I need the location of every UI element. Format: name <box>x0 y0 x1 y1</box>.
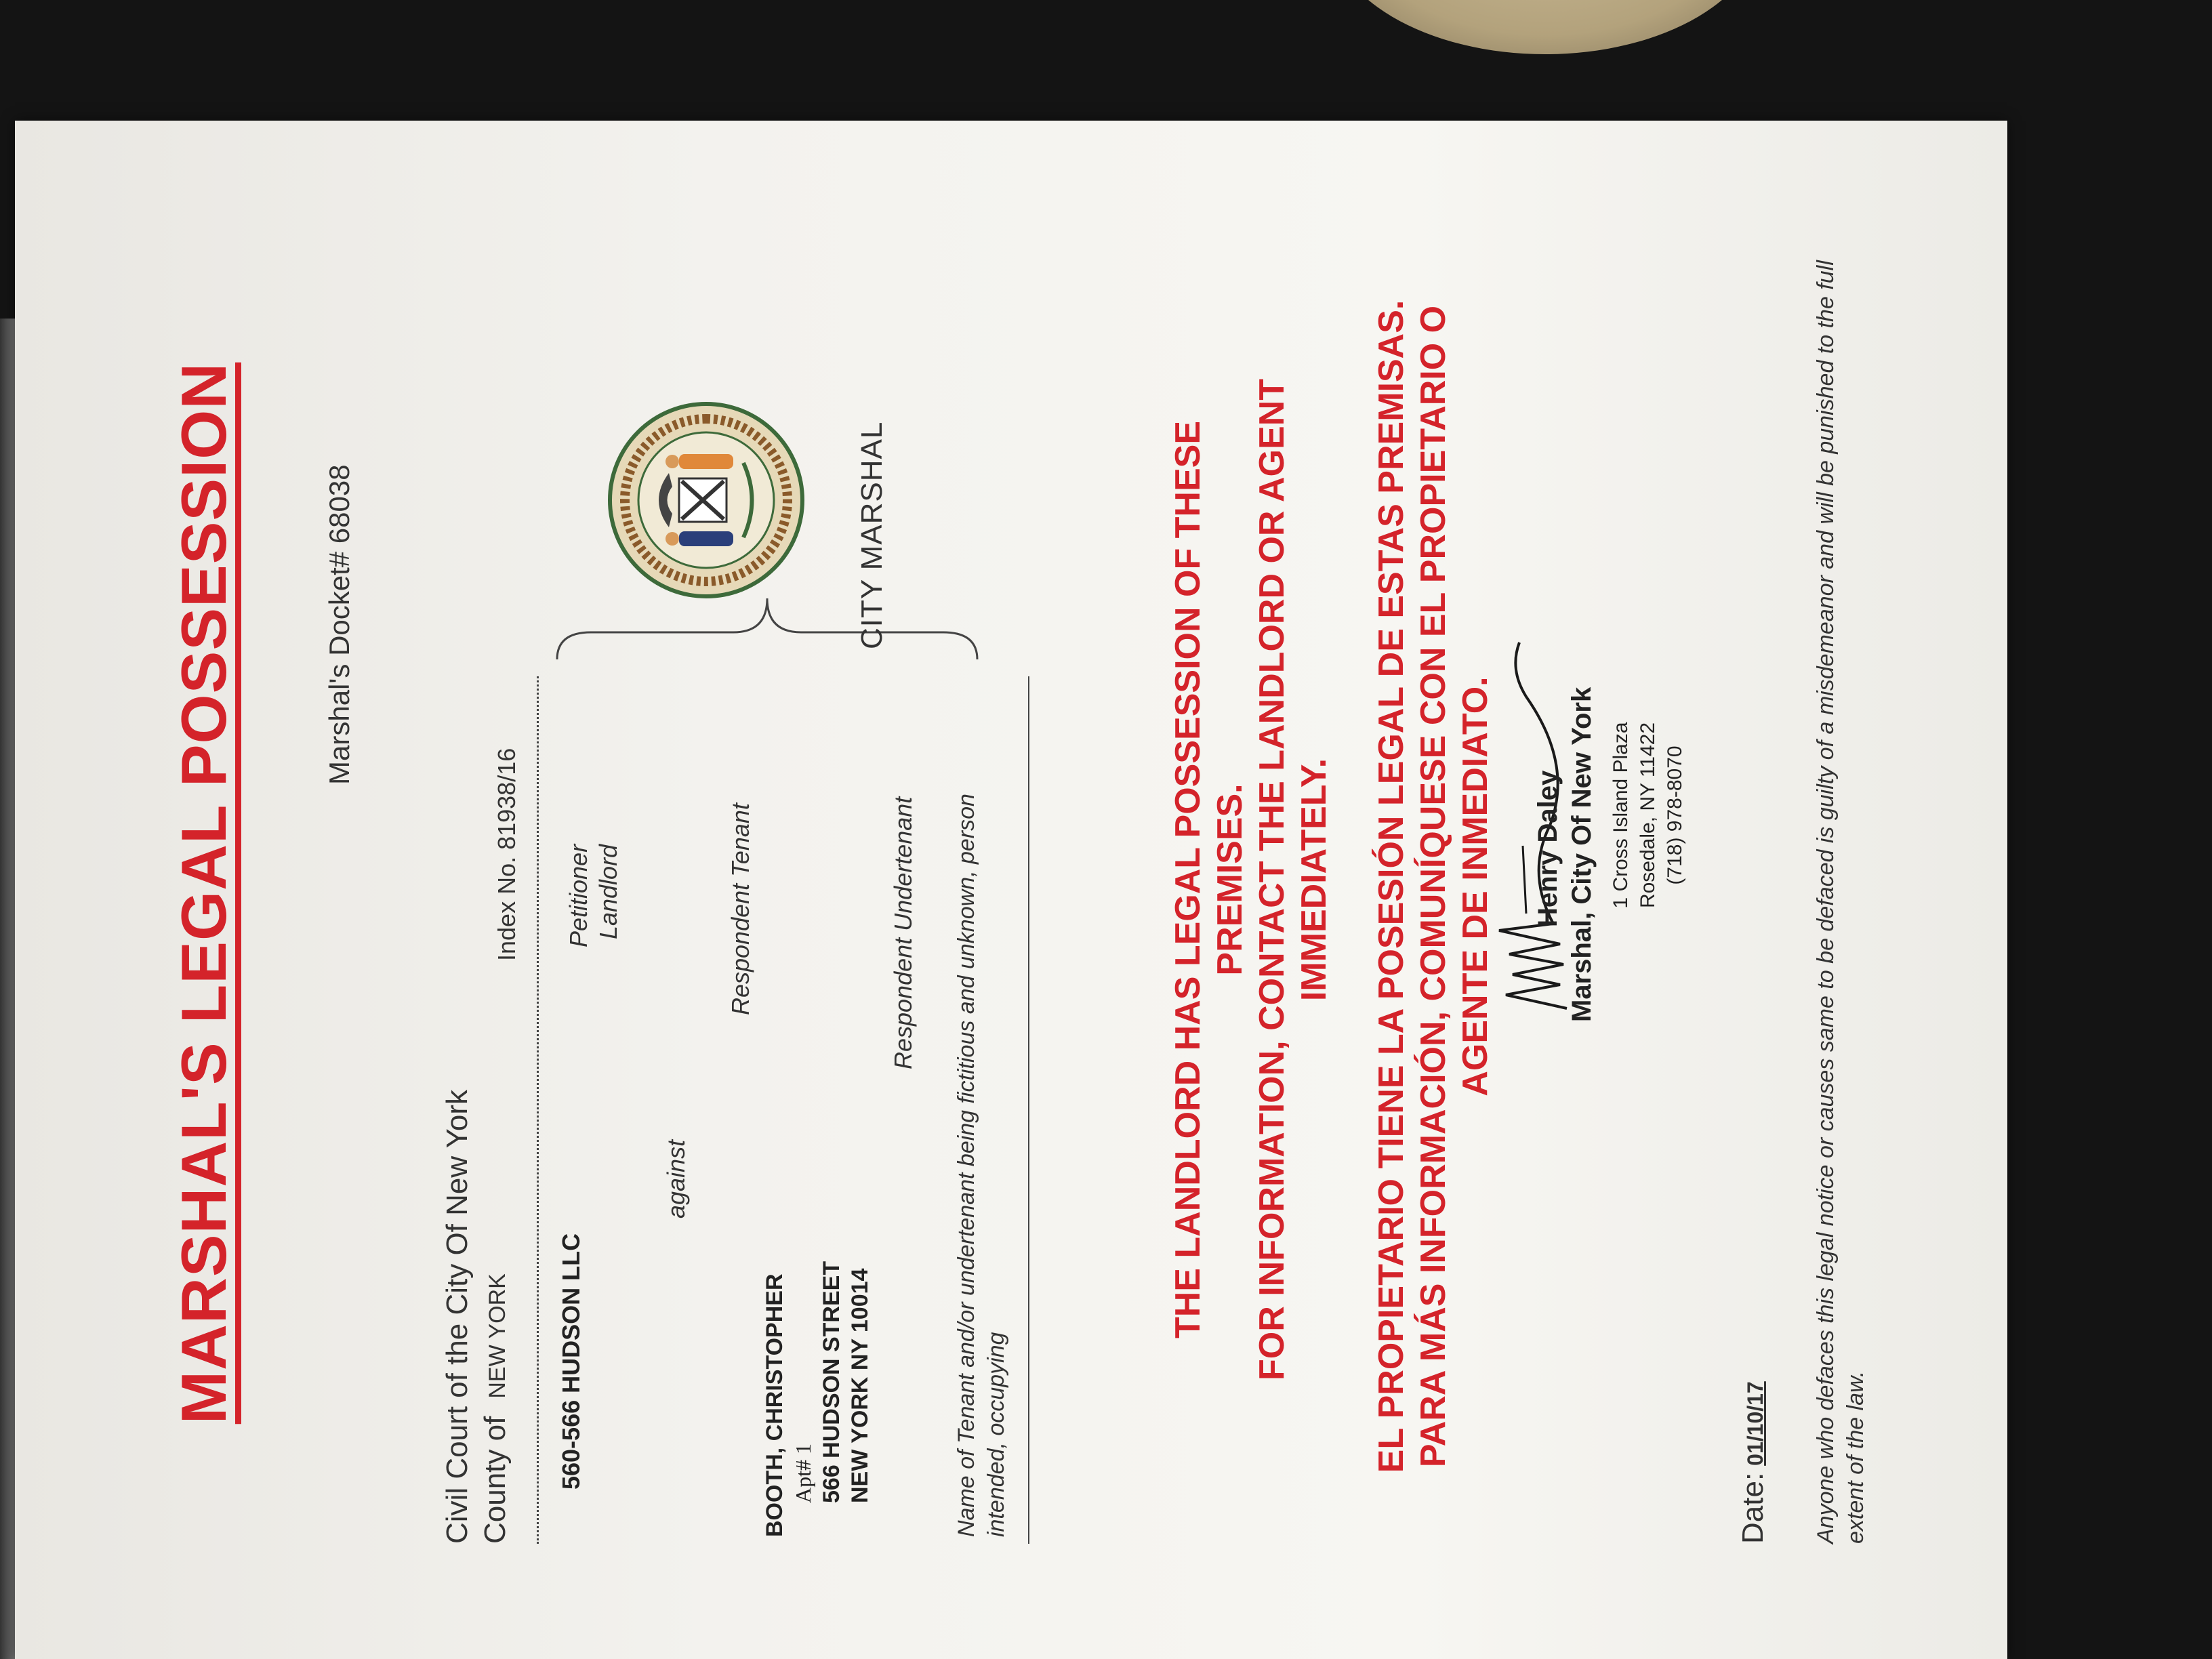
marshal-address <box>1607 703 1689 927</box>
legal-notice-paper <box>15 121 2007 1659</box>
marshal-title: Marshal, City Of New York <box>1567 687 1597 1022</box>
marshal-address-line-2: Rosedale, NY 11422 <box>1637 722 1659 909</box>
city-marshal-label: CITY MARSHAL <box>855 421 888 649</box>
notice-title: MARSHAL'S LEGAL POSSESSION <box>168 362 239 1425</box>
against-label: against <box>662 1139 690 1218</box>
respondent-undertenant-label: Respondent Undertenant <box>889 796 917 1069</box>
date-label: Date: <box>1736 1472 1769 1544</box>
notice-en-line-2: FOR INFORMATION, CONTACT THE LANDLORD OR AGENT <box>1252 379 1292 1381</box>
court-block <box>438 1090 516 1544</box>
city-seal-icon <box>605 398 808 602</box>
dotted-rule-top <box>537 676 539 1544</box>
round-object <box>1328 0 1762 54</box>
petitioner-role <box>564 844 623 947</box>
tenant-street: 566 HUDSON STREET <box>819 1261 844 1503</box>
notice-spanish <box>1370 270 1496 1503</box>
date-line <box>1736 1381 1770 1544</box>
county-label: County of <box>478 1416 512 1544</box>
marshal-phone: (718) 978-8070 <box>1664 745 1686 885</box>
county-line <box>476 1090 516 1544</box>
marshal-address-line-1: 1 Cross Island Plaza <box>1610 722 1632 909</box>
notice-content <box>15 121 2007 1659</box>
index-number: Index No. 81938/16 <box>493 747 520 961</box>
deface-warning: Anyone who defaces this legal notice or causes same to be defaced is guilty of a misdemeanor and will be punished to the full extent of the law. <box>1813 260 1868 1544</box>
notice-en-line-3: IMMEDIATELY. <box>1294 758 1334 1002</box>
dotted-rule-bottom <box>1028 676 1029 1544</box>
county-value: NEW YORK <box>485 1273 510 1399</box>
marshal-name: Henry Daley <box>1533 770 1563 927</box>
tenant-city: NEW YORK NY 10014 <box>847 1268 873 1503</box>
notice-en-line-1: THE LANDLORD HAS LEGAL POSSESSION OF THESE PREMISES. <box>1168 420 1250 1339</box>
notice-es-line-1: EL PROPIETARIO TIENE LA POSESIÓN LEGAL DE ESTAS PREMISAS. <box>1372 300 1411 1473</box>
notice-english <box>1167 337 1335 1422</box>
notice-es-line-2: PARA MÁS INFORMACIÓN, COMUNÍQUESE CON EL PROPIETARIO O <box>1414 305 1453 1468</box>
docket-number: Marshal's Docket# 68038 <box>323 464 355 785</box>
tenant-apt: Apt# 1 <box>791 1443 815 1503</box>
landlord-label: Landlord <box>594 844 622 940</box>
court-name: Civil Court of the City Of New York <box>441 1089 474 1544</box>
respondent-tenant-label: Respondent Tenant <box>726 803 754 1015</box>
date-value: 01/10/17 <box>1743 1381 1767 1466</box>
notice-es-line-3: AGENTE DE INMEDIATO. <box>1456 676 1495 1097</box>
name-of-tenant-text: Name of Tenant and/or undertenant being fictitious and unknown, person intended, occupying <box>954 794 1009 1537</box>
petitioner-label: Petitioner <box>565 844 592 947</box>
tenant-name: BOOTH, CHRISTOPHER <box>762 1273 787 1537</box>
petitioner-name: 560-566 HUDSON LLC <box>557 1233 585 1490</box>
tenant-block <box>760 1261 874 1537</box>
